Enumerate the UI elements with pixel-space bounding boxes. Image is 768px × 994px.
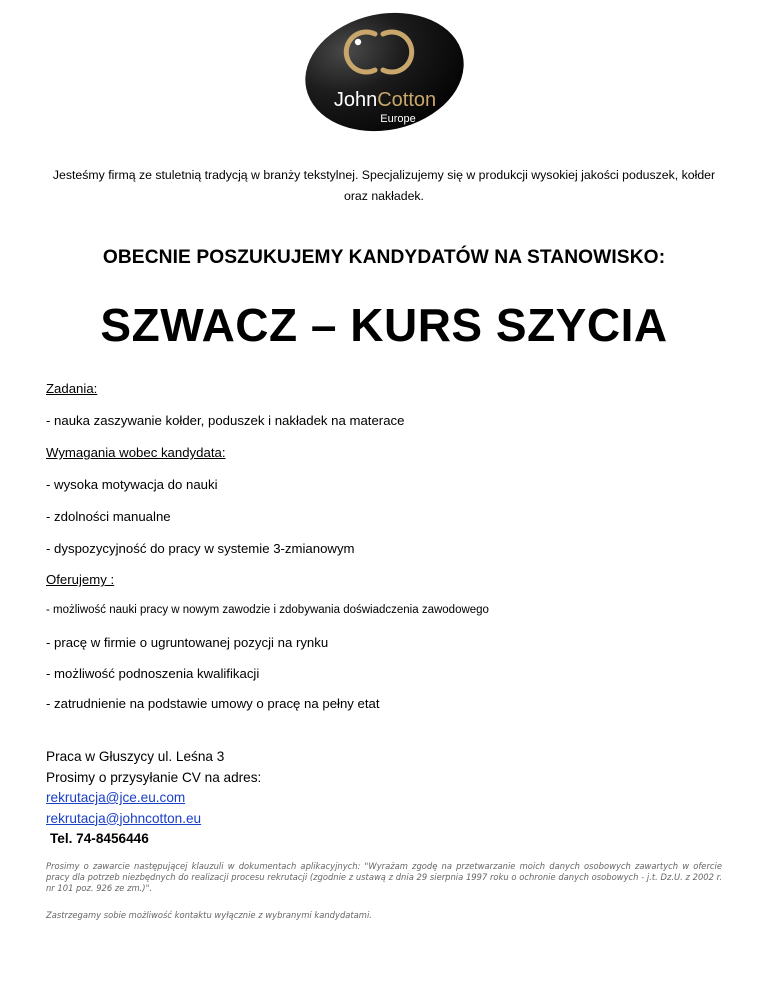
phone-number: Tel. 74-8456446 bbox=[50, 831, 149, 846]
requirements-heading: Wymagania wobec kandydata: bbox=[46, 445, 226, 460]
work-location: Praca w Głuszycy ul. Leśna 3 bbox=[46, 749, 225, 764]
email-link-johncotton[interactable]: rekrutacja@johncotton.eu bbox=[46, 810, 202, 826]
offer-heading: Oferujemy : bbox=[46, 572, 115, 587]
offer-item: - możliwość nauki pracy w nowym zawodzie i zdobywania doświadczenia zawodowego bbox=[46, 604, 489, 616]
tasks-heading: Zadania: bbox=[46, 381, 98, 396]
offer-item: - zatrudnienie na podstawie umowy o pracę na pełny etat bbox=[46, 696, 380, 711]
contact-reservation-note: Zastrzegamy sobie możliwość kontaktu wyłącznie z wybranymi kandydatami. bbox=[46, 910, 372, 920]
logo-europe: Europe bbox=[380, 113, 416, 125]
contact-block bbox=[46, 747, 261, 850]
logo-john: John bbox=[333, 89, 378, 111]
requirement-item: - zdolności manualne bbox=[46, 509, 171, 524]
task-item: - nauka zaszywanie kołder, poduszek i nakładek na materace bbox=[46, 413, 405, 428]
recruitment-subheading: OBECNIE POSZUKUJEMY KANDYDATÓW NA STANOWISKO: bbox=[102, 247, 666, 268]
offer-item: - możliwość podnoszenia kwalifikacji bbox=[46, 666, 260, 681]
johncotton-logo-graphic bbox=[303, 12, 466, 132]
johncotton-logo bbox=[303, 12, 466, 132]
job-title: SZWACZ – KURS SZYCIA bbox=[100, 299, 668, 351]
requirement-item: - dyspozycyjność do pracy w systemie 3-zmianowym bbox=[46, 541, 355, 556]
gdpr-clause: Prosimy o zawarcie następującej klauzuli w dokumentach aplikacyjnych: "Wyrażam zgodę na przetwarzanie moich danych osobowych zawartych w ofercie pracy dla potrzeb niezbędnych do realizacji procesu rekrutacji (zgodnie z ustawą z dnia 29 sierpnia 1997 roku o ochronie danych osobowych - j.t. Dz.U. z 2002 r. nr 101 poz. 926 ze zm.)". bbox=[46, 861, 722, 893]
offer-item: - pracę w firmie o ugruntowanej pozycji na rynku bbox=[46, 635, 329, 650]
cv-request: Prosimy o przysyłanie CV na adres: bbox=[46, 769, 262, 785]
svg-text:JohnCotton bbox=[334, 89, 436, 111]
company-intro: Jesteśmy firmą ze stuletnią tradycją w branży tekstylnej. Specjalizujemy się w produkcji wysokiej jakości poduszek, kołder oraz nakładek. bbox=[52, 168, 716, 203]
requirement-item: - wysoka motywacja do nauki bbox=[46, 477, 218, 492]
logo-cotton: Cotton bbox=[377, 89, 437, 111]
email-link-jce[interactable]: rekrutacja@jce.eu.com bbox=[46, 790, 186, 805]
